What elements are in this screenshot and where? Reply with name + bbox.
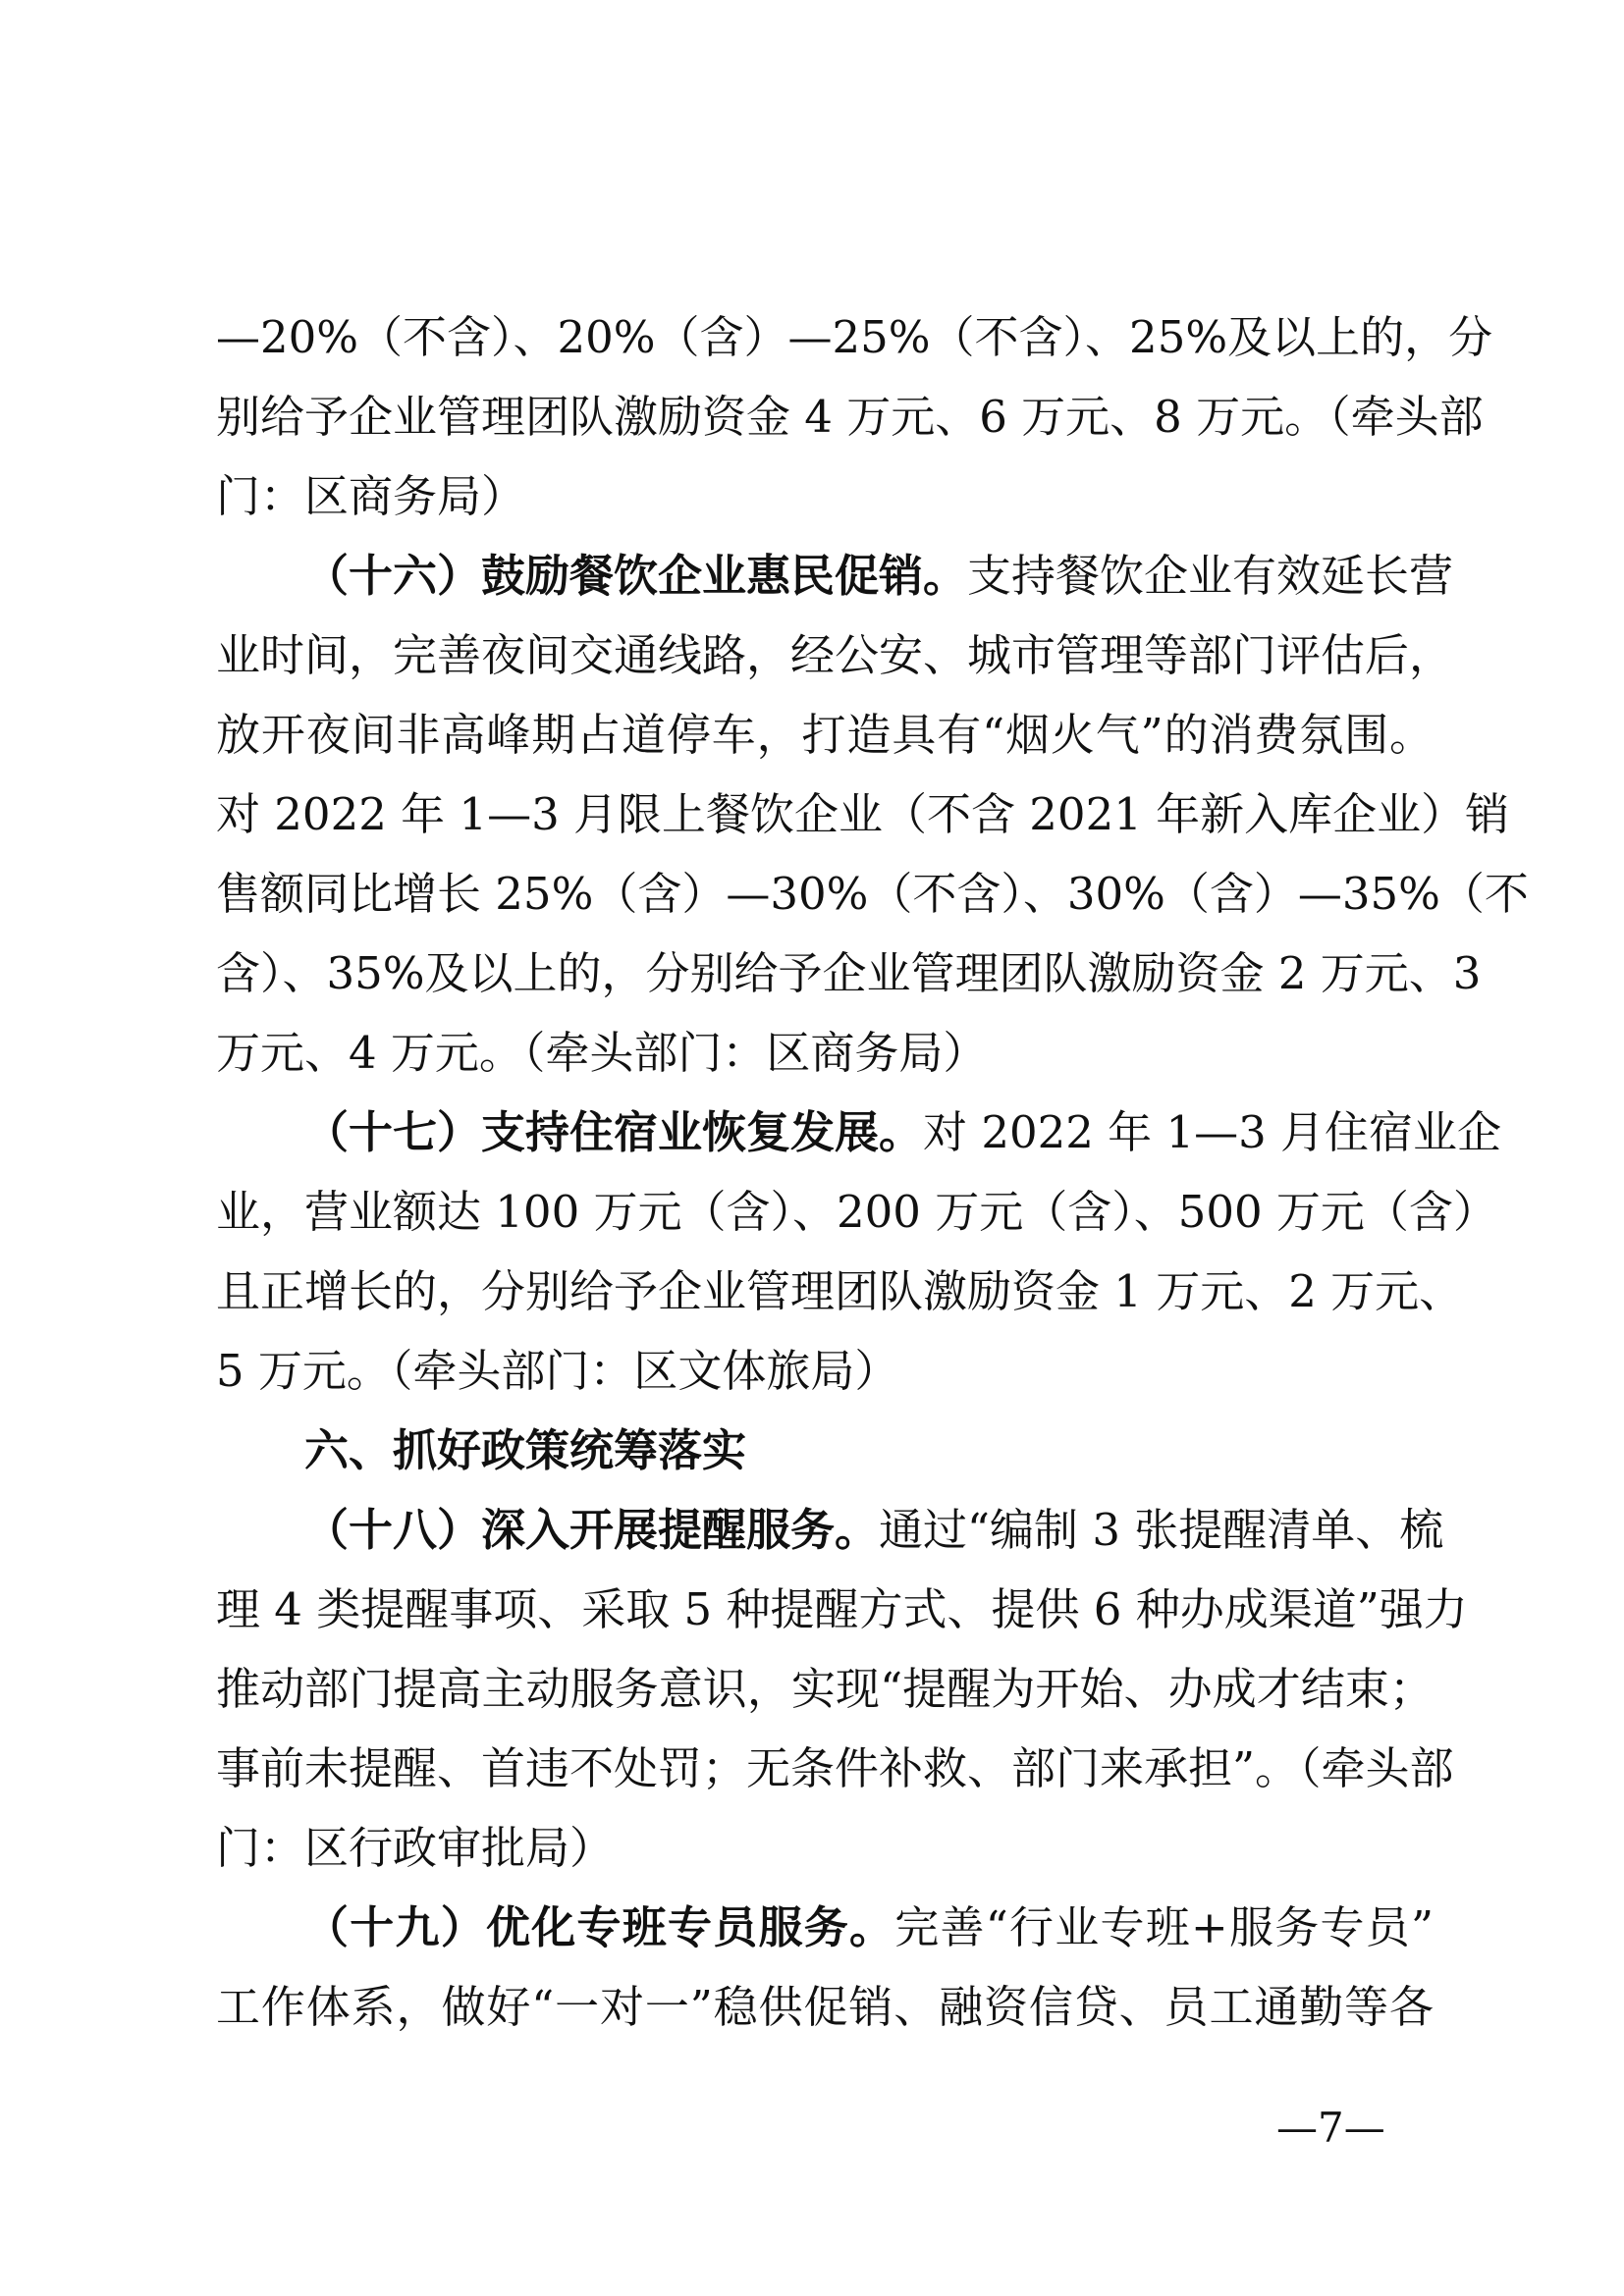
paragraph-17-title: （十七）支持住宿业恢复发展。 (304, 1106, 924, 1158)
paragraph-17-line-3: 且正增长的，分别给予企业管理团队激励资金 1 万元、2 万元、 (216, 1265, 1464, 1317)
paragraph-17-first-line-rest: 对 2022 年 1—3 月住宿业企 (923, 1106, 1502, 1158)
paragraph-18-line-4: 事前未提醒、首违不处罚；无条件补救、部门来承担”。（牵头部 (216, 1742, 1454, 1794)
section-6-heading: 六、抓好政策统筹落实 (304, 1424, 747, 1476)
paragraph-18-title: （十八）深入开展提醒服务。 (304, 1504, 880, 1556)
paragraph-15-line-3: 门：区商务局） (216, 470, 526, 522)
paragraph-15-line-2: 别给予企业管理团队激励资金 4 万元、6 万元、8 万元。（牵头部 (216, 391, 1484, 443)
paragraph-16-line-2: 业时间，完善夜间交通线路，经公安、城市管理等部门评估后， (216, 629, 1454, 681)
paragraph-19-title: （十九）优化专班专员服务。 (304, 1901, 895, 1953)
paragraph-17-line-2: 业，营业额达 100 万元（含）、200 万元（含）、500 万元（含） (216, 1186, 1497, 1238)
paragraph-18-line-3: 推动部门提高主动服务意识，实现“提醒为开始、办成才结束； (216, 1663, 1434, 1715)
paragraph-16-line-7: 万元、4 万元。（牵头部门：区商务局） (216, 1027, 988, 1079)
paragraph-18-line-2: 理 4 类提醒事项、采取 5 种提醒方式、提供 6 种办成渠道”强力 (216, 1583, 1468, 1635)
paragraph-18-first-line-rest: 通过“编制 3 张提醒清单、梳 (879, 1504, 1444, 1556)
paragraph-16-line-1 (304, 545, 1454, 608)
paragraph-19-line-1 (304, 1896, 1434, 1959)
paragraph-17-line-4: 5 万元。（牵头部门：区文体旅局） (216, 1345, 899, 1397)
paragraph-16-title: （十六）鼓励餐饮企业惠民促销。 (304, 550, 968, 602)
paragraph-19-line-2: 工作体系，做好“一对一”稳供促销、融资信贷、员工通勤等各 (216, 1981, 1434, 2033)
paragraph-18-line-1 (304, 1499, 1444, 1562)
paragraph-16-first-line-rest: 支持餐饮企业有效延长营 (967, 550, 1454, 602)
paragraph-19-first-line-rest: 完善“行业专班+服务专员” (894, 1901, 1434, 1953)
page-number: —7— (1276, 2104, 1385, 2152)
paragraph-18-line-5: 门：区行政审批局） (216, 1822, 615, 1874)
paragraph-16-line-6: 含）、35%及以上的，分别给予企业管理团队激励资金 2 万元、3 (216, 947, 1482, 999)
paragraph-16-line-5: 售额同比增长 25%（含）—30%（不含）、30%（含）—35%（不 (216, 868, 1529, 920)
paragraph-16-line-4: 对 2022 年 1—3 月限上餐饮企业（不含 2021 年新入库企业）销 (216, 788, 1510, 840)
paragraph-16-line-3: 放开夜间非高峰期占道停车，打造具有“烟火气”的消费氛围。 (216, 709, 1434, 761)
paragraph-17-line-1 (304, 1101, 1502, 1164)
paragraph-15-line-1: —20%（不含）、20%（含）—25%（不含）、25%及以上的，分 (216, 311, 1493, 363)
